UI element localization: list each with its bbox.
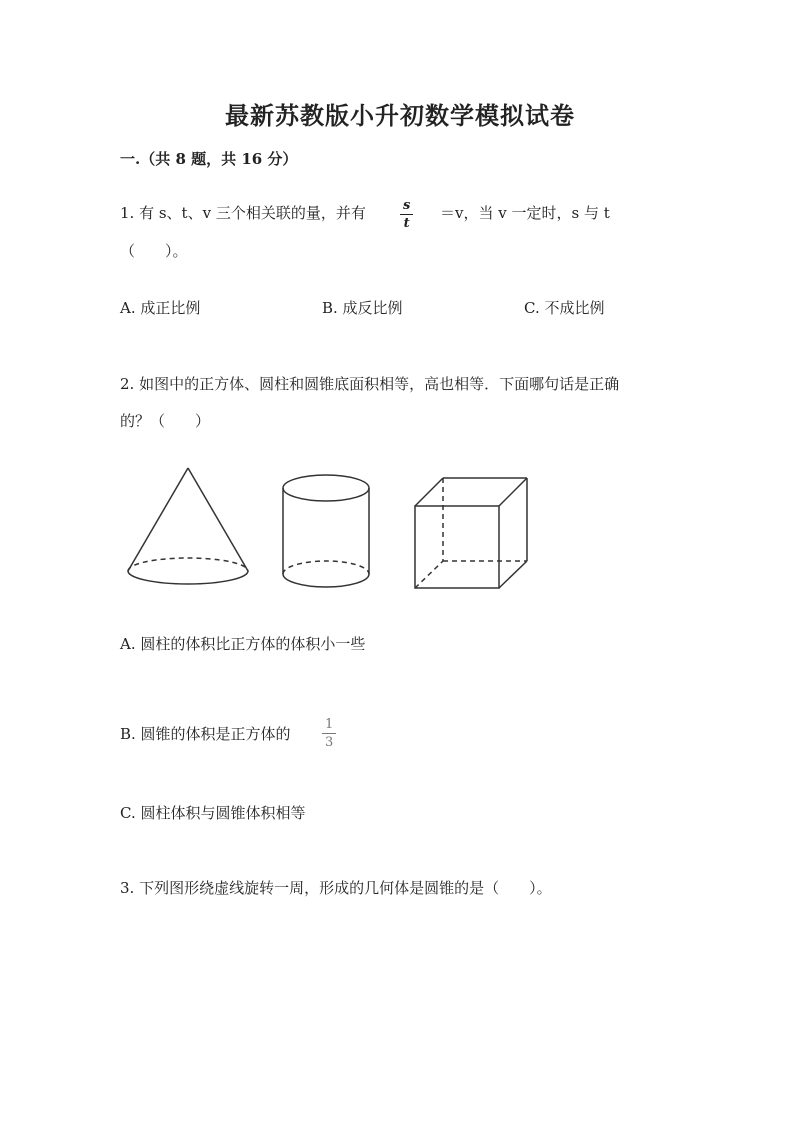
cone-figure (128, 468, 248, 584)
question-3-text: 3. 下列图形绕虚线旋转一周，形成的几何体是圆锥的是（ ）。 (120, 879, 552, 897)
question-1-text-end: ＝v，当 v 一定时，s 与 t (440, 204, 610, 222)
question-1-blank: （ ）。 (120, 242, 188, 260)
question-2-text-line-2: 的？（ ） (120, 412, 211, 430)
fraction-one-third (322, 718, 336, 749)
page-title: 最新苏教版小升初数学模拟试卷 (225, 101, 575, 130)
cube-figure (415, 478, 527, 588)
fraction-numerator: 1 (322, 718, 336, 734)
question-1-option-a[interactable]: A. 成正比例 (120, 299, 201, 317)
cylinder-figure (283, 475, 369, 587)
section-header: 一.（共 8 题，共 16 分） (120, 150, 298, 168)
question-1-option-b[interactable]: B. 成反比例 (322, 299, 403, 317)
question-2-option-b[interactable]: B. 圆锥的体积是正方体的 (120, 725, 291, 743)
fraction-denominator: t (403, 216, 410, 231)
question-1-option-c[interactable]: C. 不成比例 (524, 299, 605, 317)
fraction-denominator: 3 (325, 735, 334, 750)
question-2-option-a[interactable]: A. 圆柱的体积比正方体的体积小一些 (120, 635, 366, 653)
question-1-text-start: 1. 有 s、t、v 三个相关联的量，并有 (120, 204, 366, 222)
fraction-numerator: s (400, 199, 413, 215)
question-2-text-line-1: 2. 如图中的正方体、圆柱和圆锥底面积相等，高也相等．下面哪句话是正确 (120, 375, 620, 393)
question-2-option-c[interactable]: C. 圆柱体积与圆锥体积相等 (120, 804, 306, 822)
